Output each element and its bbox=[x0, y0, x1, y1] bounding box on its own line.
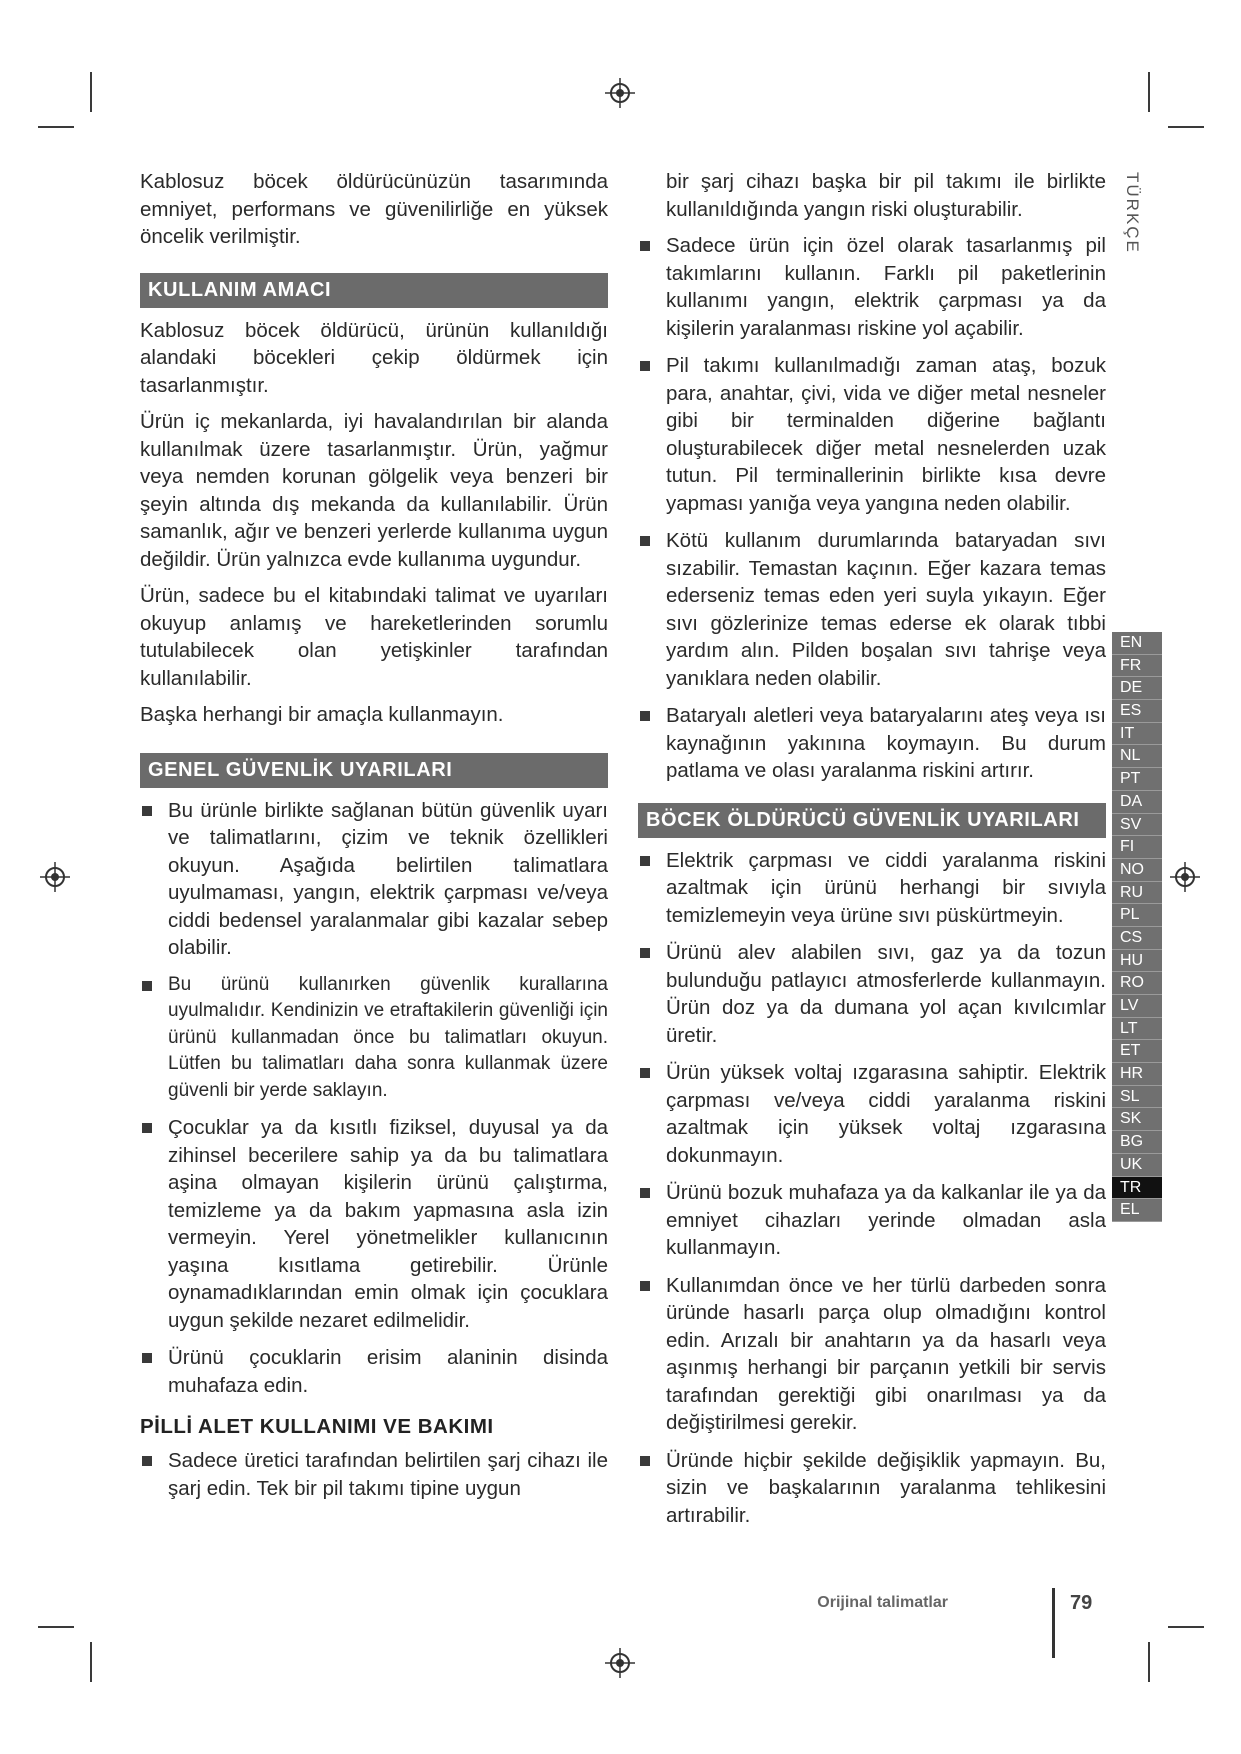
side-language-label: TÜRKÇE bbox=[1123, 172, 1142, 254]
language-tab-da: DA bbox=[1112, 791, 1162, 814]
list-item: Bu ürünü kullanırken güvenlik kurallarına uyulmalıdır. Kendinizin ve etraftakilerin güvenliği için ürünü kullanmadan önce bu talimatları okuyun. Lütfen bu talimatları daha sonra kullanmak üzere güvenli bir yerde saklayın. bbox=[140, 972, 608, 1105]
usage-paragraph: Kablosuz böcek öldürücü, ürünün kullanıldığı alandaki böcekleri çekip öldürmek için tasarlanmıştır. bbox=[140, 318, 608, 397]
bullet-icon bbox=[640, 536, 650, 546]
list-item: Kötü kullanım durumlarında bataryadan sıvı sızabilir. Temastan kaçının. Eğer kazara temas ederseniz temas eden yeri suyla yıkayın. Eğer sıvı gözlerinize temas ederse ek olarak tıbbi yardım alın. Pilden boşalan sıvı tahrişe veya yanıklara neden olabilir. bbox=[638, 527, 1106, 692]
crop-mark bbox=[1168, 1626, 1204, 1628]
footer-divider bbox=[1052, 1588, 1055, 1658]
bullet-icon bbox=[640, 1456, 650, 1466]
registration-mark-icon bbox=[1170, 862, 1200, 892]
registration-mark-icon bbox=[40, 862, 70, 892]
list-item: Pil takımı kullanılmadığı zaman ataş, bozuk para, anahtar, çivi, vida ve diğer metal nesneler gibi bir terminalden diğerine bağlantı oluşturabilecek diğer metal nesnelerden uzak tutun. Pil terminallerinin birlikte kısa devre yapması yanığa veya yangına neden olabilir. bbox=[638, 352, 1106, 517]
language-tab-et: ET bbox=[1112, 1040, 1162, 1063]
language-tabs bbox=[1112, 632, 1162, 1222]
bullet-icon bbox=[142, 1353, 152, 1363]
battery-list-continued bbox=[638, 232, 1106, 785]
language-tab-cs: CS bbox=[1112, 927, 1162, 950]
language-tab-hu: HU bbox=[1112, 950, 1162, 973]
heading-usage: KULLANIM AMACI bbox=[140, 273, 608, 308]
zapper-safety-list bbox=[638, 847, 1106, 1530]
language-tab-pt: PT bbox=[1112, 768, 1162, 791]
registration-mark-icon bbox=[605, 78, 635, 108]
usage-paragraph: Başka herhangi bir amaçla kullanmayın. bbox=[140, 703, 504, 726]
language-tab-pl: PL bbox=[1112, 904, 1162, 927]
language-tab-tr: TR bbox=[1112, 1177, 1162, 1200]
language-tab-hr: HR bbox=[1112, 1063, 1162, 1086]
language-tab-ro: RO bbox=[1112, 972, 1162, 995]
bullet-icon bbox=[640, 856, 650, 866]
crop-mark bbox=[38, 1626, 74, 1628]
list-item: Ürünü bozuk muhafaza ya da kalkanlar ile ya da emniyet cihazları yerinde olmadan asla kullanmayın. bbox=[638, 1179, 1106, 1262]
list-item: Bataryalı aletleri veya bataryalarını ateş veya ısı kaynağının yakınına koymayın. Bu durum patlama ve olası yaralanma riskini artırır. bbox=[638, 702, 1106, 785]
crop-mark bbox=[90, 1642, 92, 1682]
language-tab-nl: NL bbox=[1112, 745, 1162, 768]
list-item: Ürünü çocuklarin erisim alaninin disinda muhafaza edin. bbox=[140, 1344, 608, 1399]
language-tab-fi: FI bbox=[1112, 836, 1162, 859]
language-tab-ru: RU bbox=[1112, 882, 1162, 905]
bullet-icon bbox=[142, 1123, 152, 1133]
language-tab-el: EL bbox=[1112, 1199, 1162, 1222]
left-column bbox=[140, 168, 608, 1512]
page-number: 79 bbox=[1070, 1592, 1093, 1614]
usage-paragraph: Ürün, sadece bu el kitabındaki talimat ve uyarıları okuyup anlamış ve hareketlerinden sorumlu tutulabilecek olan yetişkinler tarafından kullanılabilir. bbox=[140, 584, 608, 690]
language-tab-no: NO bbox=[1112, 859, 1162, 882]
bullet-icon bbox=[640, 1068, 650, 1078]
heading-zapper-safety: BÖCEK ÖLDÜRÜCÜ GÜVENLİK UYARILARI bbox=[638, 803, 1106, 838]
battery-list bbox=[140, 1447, 608, 1502]
list-item: Sadece ürün için özel olarak tasarlanmış pil takımlarını kullanın. Farklı pil paketlerinin kullanımı yangın, elektrik çarpması ya da kişilerin yaralanması riskine yol açabilir. bbox=[638, 232, 1106, 342]
list-item: Kullanımdan önce ve her türlü darbeden sonra üründe hasarlı parça olup olmadığını kontrol edin. Arızalı bir anahtarın ya da hasarlı veya aşınmış herhangi bir parçanın yetkili bir servis tarafından gerektiği gibi onarılması ya da değiştirilmesi gerekir. bbox=[638, 1272, 1106, 1437]
language-tab-de: DE bbox=[1112, 677, 1162, 700]
footer-text: Orijinal talimatlar bbox=[817, 1594, 948, 1611]
crop-mark bbox=[1148, 1642, 1150, 1682]
usage-paragraph: Ürün iç mekanlarda, iyi havalandırılan bir alanda kullanılmak üzere tasarlanmıştır. Ürün, yağmur veya nemden korunan gölgelik veya benzeri bir şeyin altında dış mekanda da kullanılabilir. Ürün samanlık, ağır ve benzeri yerlerde kullanıma uygun değildir. Ürün yalnızca evde kullanıma uygundur. bbox=[140, 410, 608, 571]
bullet-icon bbox=[142, 1456, 152, 1466]
bullet-icon bbox=[640, 1188, 650, 1198]
list-item: Üründe hiçbir şekilde değişiklik yapmayın. Bu, sizin ve başkalarının yaralanma tehlikesini artırabilir. bbox=[638, 1447, 1106, 1530]
crop-mark bbox=[90, 72, 92, 112]
continuation-paragraph: bir şarj cihazı başka bir pil takımı ile birlikte kullanıldığında yangın riski oluşturabilir. bbox=[666, 170, 1106, 221]
bullet-icon bbox=[640, 1281, 650, 1291]
list-item: Çocuklar ya da kısıtlı fiziksel, duyusal ya da zihinsel becerilere sahip ya da bu talimatlara aşina olmayan kişilerin ürünü çalıştırma, temizleme ya da bakım yapmasına asla izin vermeyin. Yerel yönetmelikler kullanıcının yaşına kısıtlama getirebilir. Ürünle oynamadıklarından emin olmak için çocuklara uygun şekilde nezaret edilmelidir. bbox=[140, 1114, 608, 1334]
list-item: Sadece üretici tarafından belirtilen şarj cihazı ile şarj edin. Tek bir pil takımı tipine uygun bbox=[140, 1447, 608, 1502]
heading-general-safety: GENEL GÜVENLİK UYARILARI bbox=[140, 753, 608, 788]
language-tab-lv: LV bbox=[1112, 995, 1162, 1018]
list-item: Ürünü alev alabilen sıvı, gaz ya da tozun bulunduğu patlayıcı atmosferlerde kullanmayın. Ürün doz ya da dumana yol açan kıvılcımlar üretir. bbox=[638, 939, 1106, 1049]
crop-mark bbox=[1148, 72, 1150, 112]
bullet-icon bbox=[142, 806, 152, 816]
crop-mark bbox=[1168, 126, 1204, 128]
registration-mark-icon bbox=[605, 1648, 635, 1678]
list-item: Elektrik çarpması ve ciddi yaralanma riskini azaltmak için ürünü herhangi bir sıvıyla temizlemeyin veya ürüne sıvı püskürtmeyin. bbox=[638, 847, 1106, 930]
page-footer bbox=[817, 1588, 1093, 1648]
heading-battery-tool: PİLLİ ALET KULLANIMI VE BAKIMI bbox=[140, 1415, 494, 1438]
crop-mark bbox=[38, 126, 74, 128]
language-tab-sk: SK bbox=[1112, 1108, 1162, 1131]
language-tab-sv: SV bbox=[1112, 814, 1162, 837]
bullet-icon bbox=[640, 241, 650, 251]
language-tab-en: EN bbox=[1112, 632, 1162, 655]
language-tab-fr: FR bbox=[1112, 655, 1162, 678]
bullet-icon bbox=[640, 948, 650, 958]
bullet-icon bbox=[142, 981, 152, 991]
language-tab-bg: BG bbox=[1112, 1131, 1162, 1154]
language-tab-lt: LT bbox=[1112, 1018, 1162, 1041]
list-item: Bu ürünle birlikte sağlanan bütün güvenlik uyarı ve talimatlarını, çizim ve teknik özellikleri okuyun. Aşağıda belirtilen talimatlara uyulmaması, yangın, elektrik çarpması ve/veya ciddi bedensel yaralanmalar gibi kazalar sebep olabilir. bbox=[140, 797, 608, 962]
language-tab-es: ES bbox=[1112, 700, 1162, 723]
right-column bbox=[638, 168, 1106, 1539]
bullet-icon bbox=[640, 711, 650, 721]
intro-paragraph: Kablosuz böcek öldürücünüzün tasarımında emniyet, performans ve güvenilirliğe en yüksek öncelik verilmiştir. bbox=[140, 170, 608, 248]
language-tab-sl: SL bbox=[1112, 1086, 1162, 1109]
bullet-icon bbox=[640, 361, 650, 371]
general-safety-list bbox=[140, 797, 608, 1400]
language-tab-uk: UK bbox=[1112, 1154, 1162, 1177]
list-item: Ürün yüksek voltaj ızgarasına sahiptir. Elektrik çarpması ve/veya ciddi yaralanma riskini azaltmak için yüksek voltaj ızgarasına dokunmayın. bbox=[638, 1059, 1106, 1169]
language-tab-it: IT bbox=[1112, 723, 1162, 746]
